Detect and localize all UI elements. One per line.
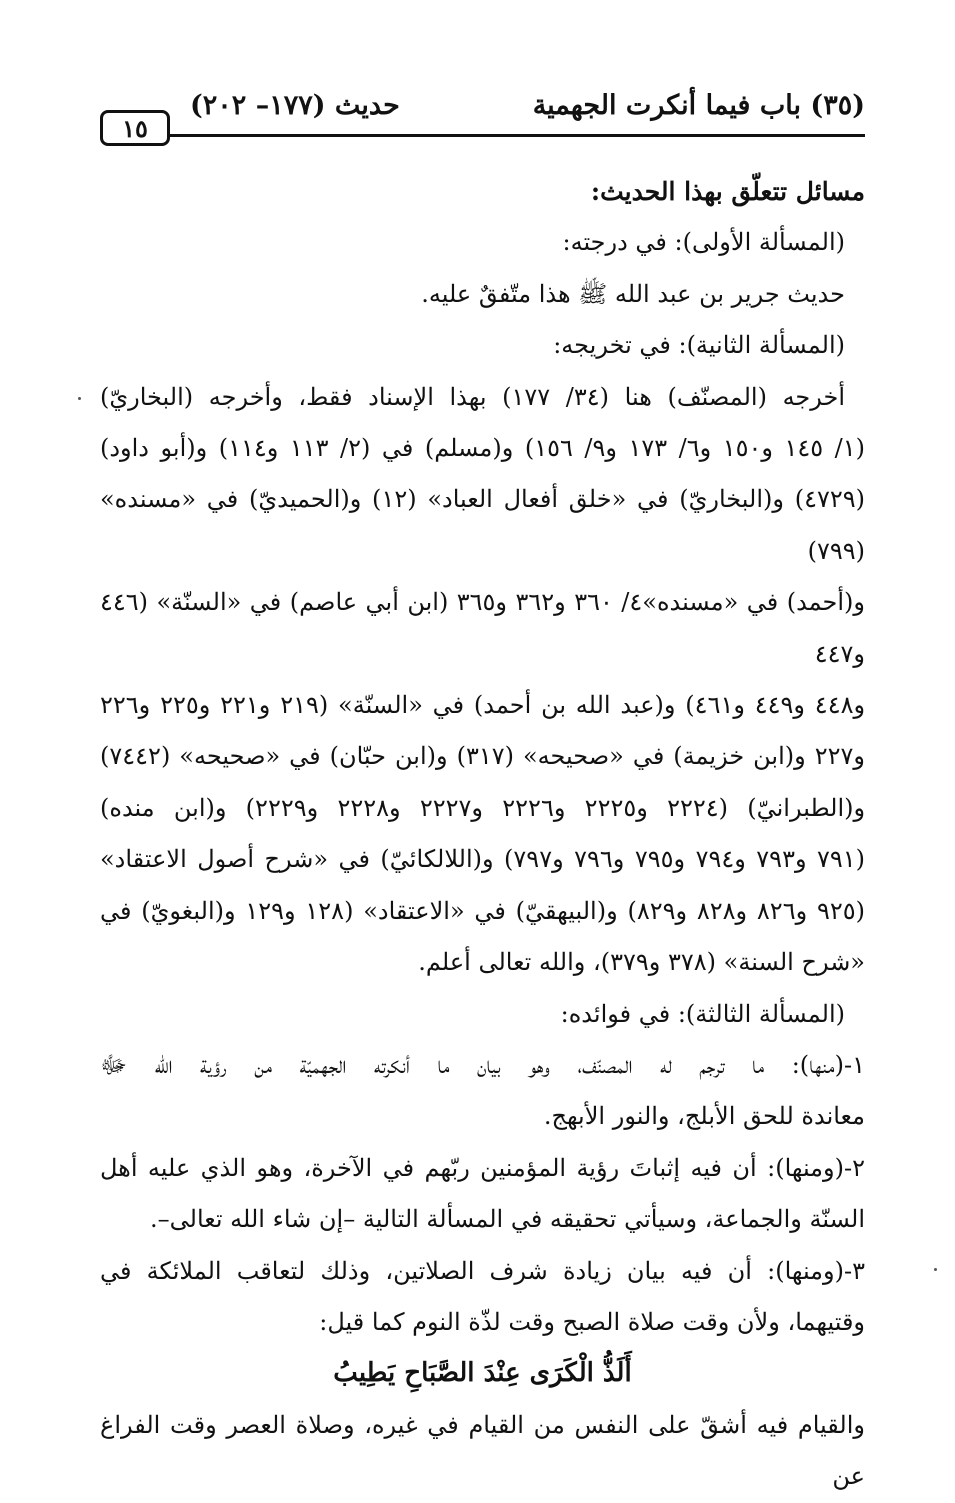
poetry-verse: أَلَذُّ الْكَرَى عِنْدَ الصَّبَاحِ يَطِيبُ — [333, 1358, 632, 1389]
benefit-2-line: السنّة والجماعة، وسيأتي تحقيقه في المسألة التالية –إن شاء الله تعالى–. — [150, 1205, 865, 1234]
final-line: والقيام فيه أشقّ على النفس من القيام في غيره، وصلاة العصر وقت الفراغ عن — [100, 1410, 865, 1491]
takhrij-line: و(أحمد) في «مسنده»٤/ ٣٦٠ و٣٦٢ و٣٦٥ (ابن أبي عاصم) في «السنّة» (٤٤٦ و٤٤٧ — [100, 588, 866, 668]
takhrij-line: و(الطبرانيّ) (٢٢٢٤ و٢٢٢٥ و٢٢٢٦ و٢٢٢٧ و٢٢٢٨ و٢٢٢٩) و(ابن منده) — [100, 793, 866, 822]
benefit-1-line: معاندة للحق الأبلج، والنور الأبهج. — [543, 1102, 865, 1131]
takhrij-line: (٧٩١ و٧٩٣ و٧٩٤ و٧٩٥ و٧٩٦ و٧٩٧) و(اللالكائيّ) في «شرح أصول الاعتقاد» — [100, 845, 866, 874]
takhrij-line: (١/ ١٤٥ و١٥٠ و٦/ ١٧٣ و٩/ ١٥٦) و(مسلم) في (٢/ ١١٣ و١١٤) و(أبو داود) — [100, 434, 866, 463]
issue-1-text: حديث جرير بن عبد الله ﷺ هذا متّفقٌ عليه. — [421, 279, 845, 308]
issue-2-title: (المسألة الثانية): في تخريجه: — [553, 331, 845, 360]
takhrij-line: و٢٢٧ و(ابن خزيمة) في «صحيحه» (٣١٧) و(ابن حبّان) في «صحيحه» (٧٤٤٢) — [100, 742, 865, 771]
takhrij-line: «شرح السنة» (٣٧٨ و٣٧٩)، والله تعالى أعلم. — [418, 948, 865, 977]
takhrij-line: (٩٢٥ و٨٢٦ و٨٢٨ و٨٢٩) و(البيهقيّ) في «الاعتقاد» (١٢٨ و١٢٩ و(البغويّ) في — [100, 896, 865, 925]
benefit-3-line: وقتيهما، ولأن وقت صلاة الصبح وقت لذّة النوم كما قيل: — [319, 1307, 865, 1336]
page-header — [100, 90, 865, 152]
takhrij-line: و٤٤٨ و٤٤٩ و٤٦١) و(عبد الله بن أحمد) في «السنّة» (٢١٩ و٢٢١ و٢٢٥ و٢٢٦ — [100, 691, 866, 720]
issue-1-title: (المسألة الأولى): في درجته: — [562, 228, 845, 257]
section-heading: مسائل تتعلّق بهذا الحديث: — [590, 177, 865, 206]
page-content — [100, 166, 865, 1503]
page-number-box — [100, 110, 170, 146]
hadith-range: حديث (١٧٧– ٢٠٢) — [190, 90, 400, 121]
takhrij-line: (٤٧٢٩) و(البخاريّ) في «خلق أفعال العباد» (١٢) و(الحميديّ) في «مسنده» (٧٩٩) — [100, 485, 866, 565]
chapter-title: (٣٥) باب فيما أنكرت الجهمية — [532, 90, 865, 121]
benefit-1-line: ١-(منها): ما ترجم له المصنّف، وهو بيان ما أنكرته الجهميّة من رؤية الله ﷻ — [100, 1050, 865, 1079]
header-rule — [170, 134, 865, 137]
page-number: ١٥ — [122, 113, 148, 143]
benefit-3-line: ٣-(ومنها): أن فيه بيان زيادة شرف الصلاتين، وذلك لتعاقب الملائكة في — [100, 1256, 865, 1285]
scan-speck — [78, 397, 81, 400]
benefit-2-line: ٢-(ومنها): أن فيه إثباتَ رؤية المؤمنين ربّهم في الآخرة، وهو الذي عليه أهل — [100, 1153, 865, 1182]
scan-speck — [934, 1268, 937, 1271]
issue-3-title: (المسألة الثالثة): في فوائده: — [560, 999, 845, 1028]
takhrij-line: أخرجه (المصنّف) هنا (٣٤/ ١٧٧) بهذا الإسناد فقط، وأخرجه (البخاريّ) — [100, 382, 846, 411]
